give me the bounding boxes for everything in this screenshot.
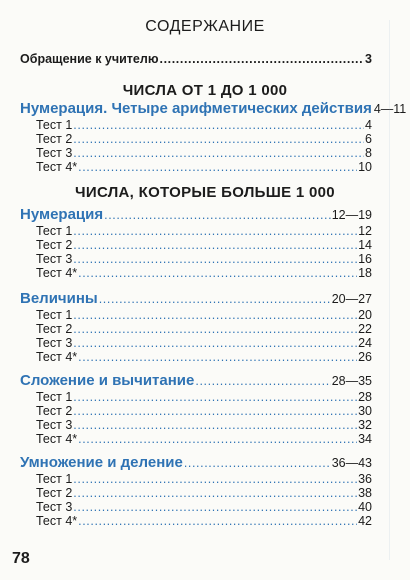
dot-leader [73,472,357,486]
toc-entry-intro[interactable] [20,52,372,66]
toc-test-entry[interactable] [36,350,372,364]
toc-test-entry[interactable] [36,224,372,238]
toc-test-label: Тест 3 [36,500,73,514]
toc-test-entry[interactable] [36,266,372,280]
part-heading: ЧИСЛА ОТ 1 ДО 1 000 [122,82,288,99]
dot-leader [73,308,357,322]
dot-leader [73,224,357,238]
toc-test-label: Тест 2 [36,322,73,336]
toc-test-page: 38 [358,486,372,500]
toc-test-label: Тест 2 [36,404,73,418]
toc-test-page: 24 [358,336,372,350]
toc-test-entry[interactable] [36,432,372,446]
toc-test-label: Тест 3 [36,252,73,266]
toc-test-entry[interactable] [36,390,372,404]
toc-test-label: Тест 4* [36,514,78,528]
toc-test-label: Тест 3 [36,146,73,160]
toc-test-entry[interactable] [36,404,372,418]
toc-test-label: Тест 1 [36,472,73,486]
toc-section-pages: 12—19 [331,208,372,222]
dot-leader [73,146,364,160]
dot-leader [78,432,357,446]
toc-test-page: 36 [358,472,372,486]
toc-test-page: 6 [365,132,372,146]
dot-leader [78,514,357,528]
toc-test-label: Тест 4* [36,160,78,174]
toc-test-page: 4 [365,118,372,132]
toc-section-pages: 4—11 [373,102,407,116]
dot-leader [160,52,365,66]
toc-test-entry[interactable] [36,336,372,350]
toc-section-pages: 36—43 [331,456,372,470]
toc-section[interactable] [20,206,372,223]
toc-section-pages: 20—27 [331,292,372,306]
toc-section-pages: 28—35 [331,374,372,388]
toc-test-page: 18 [358,266,372,280]
dot-leader [104,208,331,222]
toc-test-label: Тест 3 [36,336,73,350]
toc-test-page: 8 [365,146,372,160]
toc-test-entry[interactable] [36,146,372,160]
toc-section[interactable] [20,290,372,307]
toc-section-label: Сложение и вычитание [20,372,195,389]
dot-leader [73,322,357,336]
toc-test-label: Тест 2 [36,132,73,146]
toc-test-entry[interactable] [36,514,372,528]
toc-test-page: 32 [358,418,372,432]
toc-test-page: 22 [358,322,372,336]
dot-leader [195,374,330,388]
toc-test-page: 42 [358,514,372,528]
toc-test-label: Тест 3 [36,418,73,432]
toc-entry-label: Обращение к учителю [20,52,159,66]
dot-leader [184,456,331,470]
toc-test-label: Тест 1 [36,308,73,322]
toc-test-label: Тест 2 [36,486,73,500]
toc-test-entry[interactable] [36,238,372,252]
toc-test-entry[interactable] [36,160,372,174]
dot-leader [73,132,364,146]
toc-test-entry[interactable] [36,418,372,432]
page-number: 78 [12,550,30,567]
toc-test-label: Тест 4* [36,432,78,446]
dot-leader [73,336,357,350]
toc-test-entry[interactable] [36,252,372,266]
dot-leader [73,404,357,418]
toc-test-entry[interactable] [36,308,372,322]
toc-test-label: Тест 4* [36,266,78,280]
dot-leader [73,418,357,432]
dot-leader [73,486,357,500]
toc-test-entry[interactable] [36,132,372,146]
toc-section[interactable] [20,372,372,389]
toc-test-page: 28 [358,390,372,404]
toc-test-entry[interactable] [36,472,372,486]
dot-leader [73,118,364,132]
toc-test-page: 30 [358,404,372,418]
toc-test-page: 16 [358,252,372,266]
toc-section[interactable] [20,100,407,117]
dot-leader [78,266,357,280]
toc-test-page: 20 [358,308,372,322]
bleed-through-margin [389,20,404,560]
page-title: СОДЕРЖАНИЕ [145,18,265,35]
toc-test-page: 40 [358,500,372,514]
dot-leader [78,350,357,364]
toc-test-label: Тест 2 [36,238,73,252]
toc-test-entry[interactable] [36,500,372,514]
toc-entry-page: 3 [365,52,372,66]
toc-section-label: Умножение и деление [20,454,183,471]
toc-section-label: Величины [20,290,98,307]
dot-leader [99,292,331,306]
toc-test-entry[interactable] [36,322,372,336]
dot-leader [78,160,357,174]
toc-section[interactable] [20,454,372,471]
toc-test-page: 10 [358,160,372,174]
dot-leader [73,500,357,514]
toc-test-entry[interactable] [36,486,372,500]
toc-test-label: Тест 1 [36,390,73,404]
dot-leader [73,238,357,252]
dot-leader [73,390,357,404]
toc-test-page: 14 [358,238,372,252]
toc-test-page: 12 [358,224,372,238]
toc-test-page: 26 [358,350,372,364]
toc-test-label: Тест 4* [36,350,78,364]
part-heading: ЧИСЛА, КОТОРЫЕ БОЛЬШЕ 1 000 [75,184,335,201]
toc-test-page: 34 [358,432,372,446]
dot-leader [73,252,357,266]
toc-test-label: Тест 1 [36,224,73,238]
toc-test-entry[interactable] [36,118,372,132]
toc-section-label: Нумерация [20,206,104,223]
toc-section-label: Нумерация. Четыре арифметических действия [20,100,372,117]
toc-test-label: Тест 1 [36,118,73,132]
